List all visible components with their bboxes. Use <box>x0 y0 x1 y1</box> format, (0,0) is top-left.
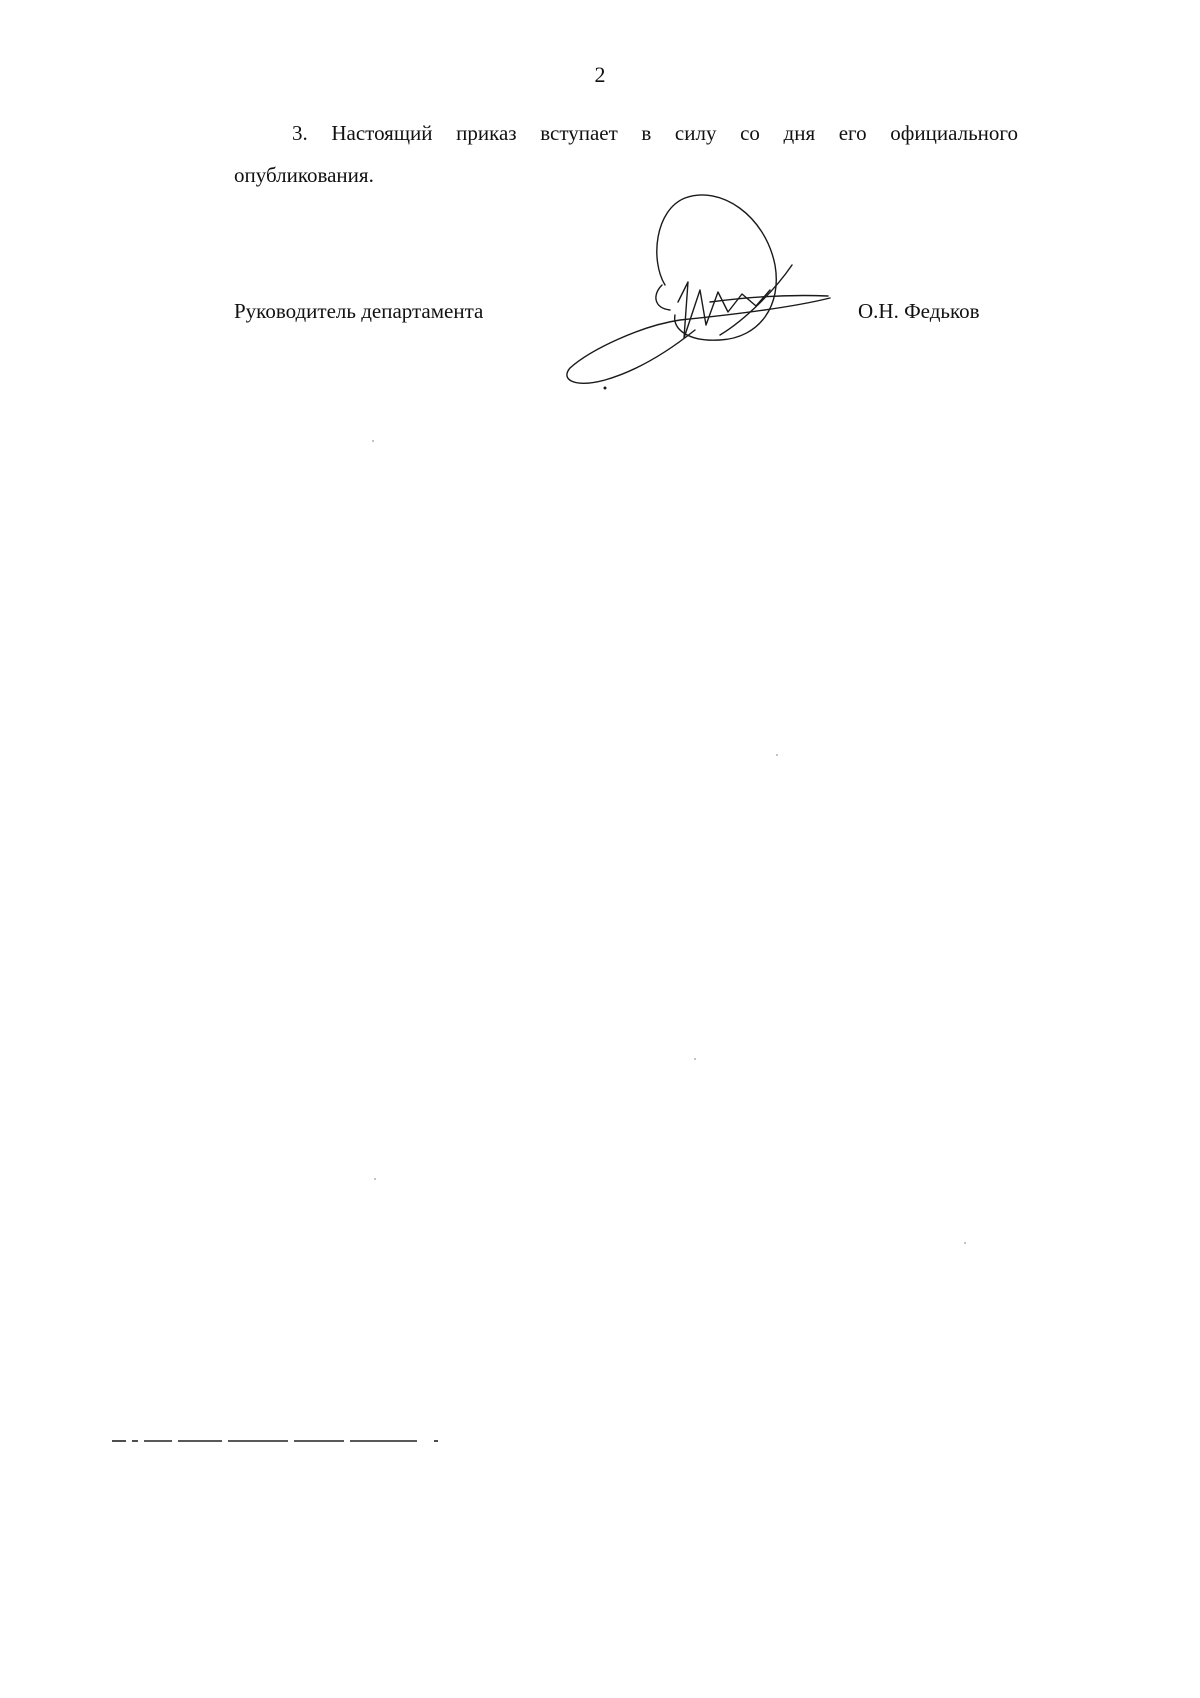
paragraph-line-2: опубликования. <box>234 163 374 187</box>
scan-speck <box>964 1242 966 1244</box>
page-number: 2 <box>594 62 606 87</box>
paragraph-line-1: 3. Настоящий приказ вступает в силу со дня его официального <box>292 121 1018 145</box>
body-paragraph <box>234 112 1018 196</box>
handwritten-signature <box>560 190 850 410</box>
scan-speck <box>776 754 778 756</box>
signatory-position: Руководитель департамента <box>234 299 484 323</box>
signatory-name: О.Н. Федьков <box>858 299 980 323</box>
scan-speck <box>694 1058 696 1060</box>
scan-speck <box>372 440 374 442</box>
footer-rule <box>112 1438 442 1444</box>
scan-speck <box>374 1178 376 1180</box>
